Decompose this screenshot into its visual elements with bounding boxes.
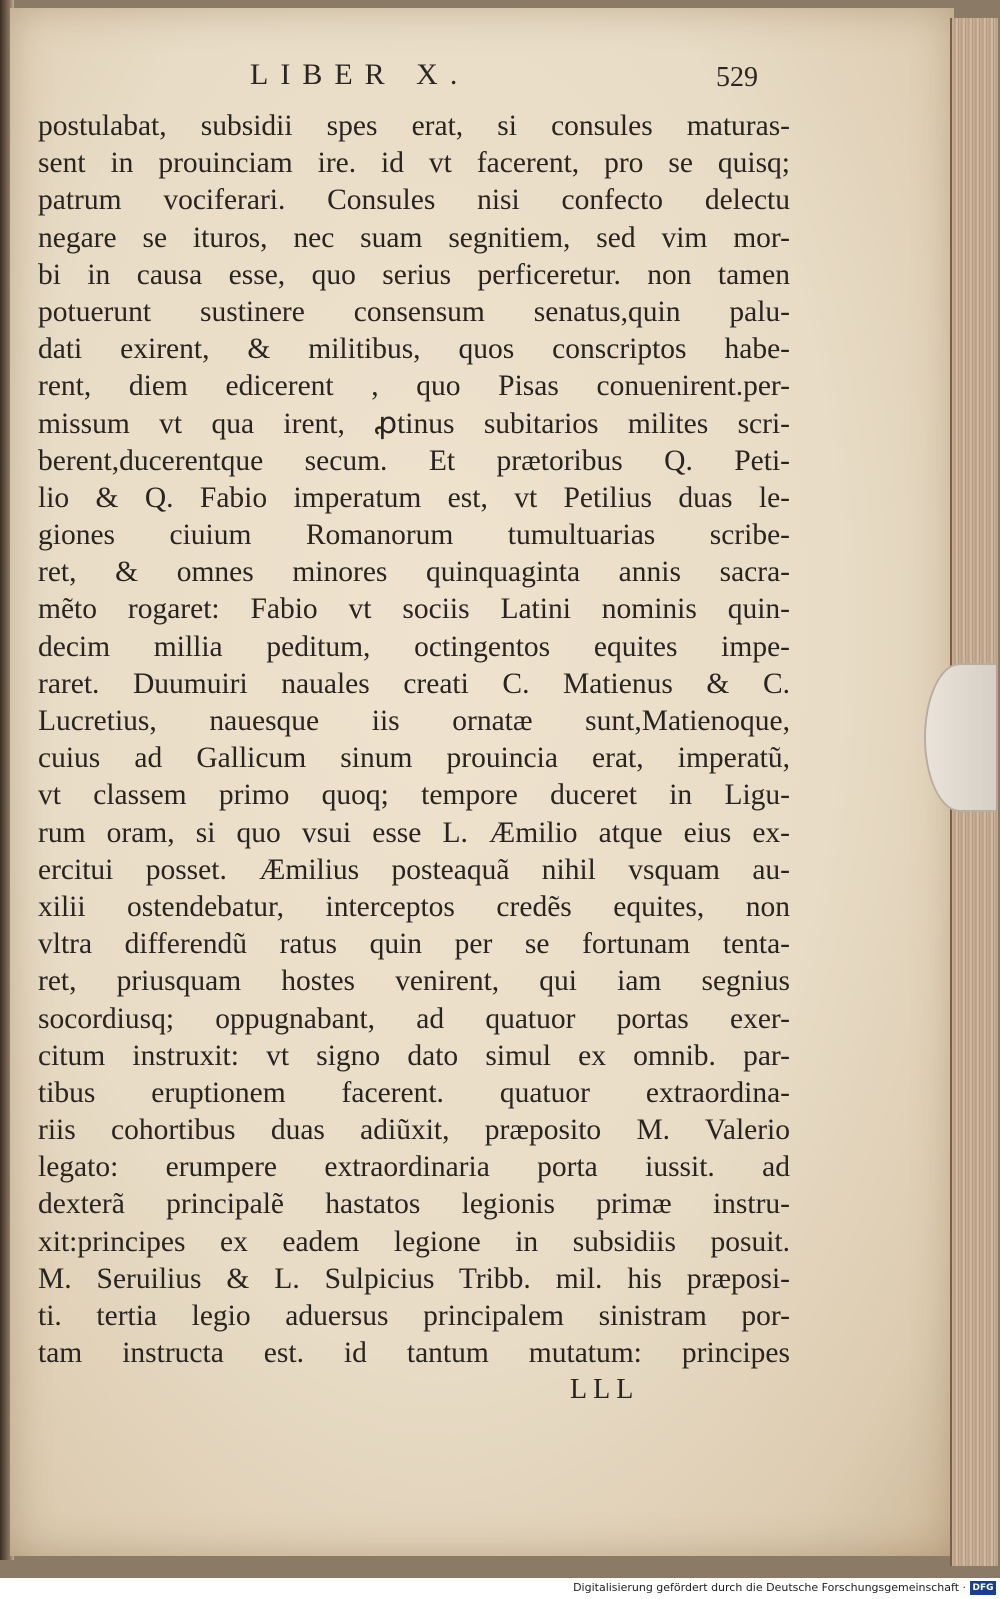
- text-line: vt classem primo quoq; tempore duceret in Ligu-: [38, 779, 790, 812]
- footer-credit: Digitalisierung gefördert durch die Deutsche Forschungsgemeinschaft ·: [573, 1581, 966, 1594]
- text-line: xit:principes ex eadem legione in subsidiis posuit.: [38, 1225, 790, 1258]
- text-line: tam instructa est. id tantum mutatum: principes: [38, 1337, 790, 1370]
- text-line: mẽto rogaret: Fabio vt sociis Latini nominis quin-: [38, 593, 790, 626]
- text-line: giones ciuium Romanorum tumultuarias scribe-: [38, 519, 790, 552]
- text-line: sent in prouinciam ire. id vt facerent, pro se quisq;: [38, 147, 790, 180]
- page-number: 529: [716, 62, 758, 93]
- text-line: citum instruxit: vt signo dato simul ex omnib. par-: [38, 1039, 790, 1072]
- text-line: ti. tertia legio aduersus principalem sinistram por-: [38, 1300, 790, 1332]
- text-line: rent, diem edicerent , quo Pisas conuenirent.per-: [38, 370, 790, 403]
- running-head: LIBER X.: [250, 58, 470, 91]
- text-line: dexterã principalẽ hastatos legionis primæ instru-: [38, 1188, 790, 1221]
- text-line: bi in causa esse, quo serius perficeretur. non tamen: [38, 258, 790, 291]
- text-line: missum vt qua irent, ꝓtinus subitarios milites scri-: [38, 407, 790, 440]
- signature-mark: LLL: [570, 1374, 640, 1405]
- text-line: ret, priusquam hostes venirent, qui iam segnius: [38, 965, 790, 998]
- text-line: patrum vociferari. Consules nisi confecto delectu: [38, 184, 790, 217]
- dfg-logo: DFG: [970, 1581, 996, 1595]
- text-line: potuerunt sustinere consensum senatus,quin palu-: [38, 295, 790, 328]
- text-line: lio & Q. Fabio imperatum est, vt Petilius duas le-: [38, 481, 790, 514]
- page-tab-marker: [924, 663, 996, 812]
- text-line: berent,ducerentque secum. Et prætoribus Q. Peti-: [38, 444, 790, 477]
- text-line: socordiusq; oppugnabant, ad quatuor portas exer-: [38, 1002, 790, 1035]
- text-line: Lucretius, nauesque iis ornatæ sunt,Matienoque,: [38, 705, 790, 737]
- text-line: ret, & omnes minores quinquaginta annis sacra-: [38, 556, 790, 589]
- footer-bar: [0, 1578, 1000, 1599]
- text-line: cuius ad Gallicum sinum prouincia erat, imperatũ,: [38, 742, 790, 775]
- text-line: rum oram, si quo vsui esse L. Æmilio atque eius ex-: [38, 816, 790, 849]
- text-line: xilii ostendebatur, interceptos credẽs equites, non: [38, 890, 790, 923]
- text-line: negare se ituros, nec suam segnitiem, sed vim mor-: [38, 221, 790, 254]
- text-line: postulabat, subsidii spes erat, si consules maturas-: [38, 110, 790, 142]
- text-line: decim millia peditum, octingentos equites impe-: [38, 630, 790, 663]
- text-line: M. Seruilius & L. Sulpicius Tribb. mil. his præposi-: [38, 1262, 790, 1295]
- text-line: ercitui posset. Æmilius posteaquã nihil vsquam au-: [38, 853, 790, 886]
- text-line: vltra differendũ ratus quin per se fortunam tenta-: [38, 928, 790, 961]
- text-line: legato: erumpere extraordinaria porta iussit. ad: [38, 1151, 790, 1184]
- text-line: riis cohortibus duas adiũxit, præposito M. Valerio: [38, 1114, 790, 1147]
- text-line: tibus eruptionem facerent. quatuor extraordina-: [38, 1076, 790, 1109]
- body-text: [38, 108, 790, 1372]
- text-line: raret. Duumuiri nauales creati C. Matienus & C.: [38, 667, 790, 700]
- text-line: dati exirent, & militibus, quos conscriptos habe-: [38, 333, 790, 366]
